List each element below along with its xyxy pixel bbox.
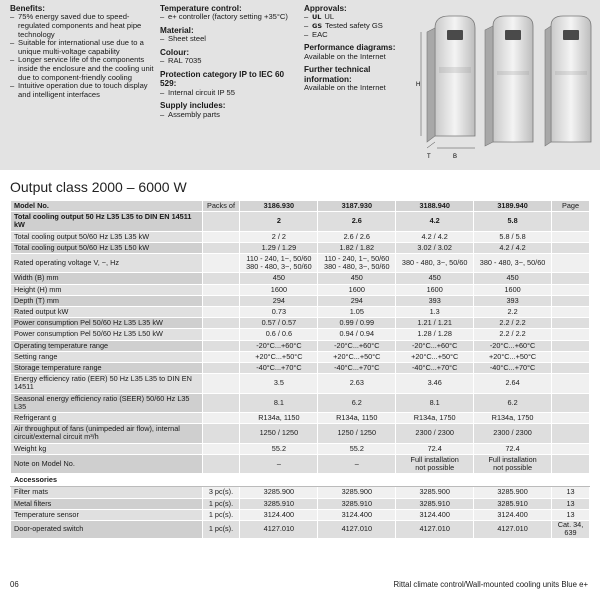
row-value: 110 - 240, 1~, 50/60 380 - 480, 3~, 50/60 bbox=[240, 254, 318, 273]
further-info-heading: Further technical information: bbox=[304, 65, 371, 84]
row-page bbox=[552, 363, 590, 374]
further-info-text: Available on the Internet bbox=[304, 83, 386, 92]
row-value: 2 bbox=[240, 212, 318, 231]
row-value: R134a, 1150 bbox=[318, 413, 396, 424]
row-label: Rated output kW bbox=[11, 307, 203, 318]
row-label: Energy efficiency ratio (EER) 50 Hz L35 L35 to DIN EN 14511 bbox=[11, 374, 203, 393]
row-packs bbox=[202, 340, 240, 351]
row-page bbox=[552, 424, 590, 443]
accessory-page: 13 bbox=[552, 498, 590, 509]
accessory-page: Cat. 34, 639 bbox=[552, 521, 590, 538]
row-value: 1.82 / 1.82 bbox=[318, 242, 396, 253]
row-value: 2300 / 2300 bbox=[474, 424, 552, 443]
row-label: Note on Model No. bbox=[11, 454, 203, 473]
row-value: 1.3 bbox=[396, 307, 474, 318]
product-image bbox=[413, 8, 599, 166]
accessory-packs: 1 pc(s). bbox=[202, 498, 240, 509]
accessories-heading: Accessories bbox=[11, 474, 590, 487]
row-label: Operating temperature range bbox=[11, 340, 203, 351]
row-value: 0.99 / 0.99 bbox=[318, 318, 396, 329]
supply-item: – Assembly parts bbox=[160, 111, 300, 120]
features-panel bbox=[0, 0, 600, 170]
header-model-number: 3188.940 bbox=[396, 201, 474, 212]
row-value: 1600 bbox=[240, 284, 318, 295]
row-label: Air throughput of fans (unimpeded air flow), internal circuit/external circuit m³/h bbox=[11, 424, 203, 443]
specs-table bbox=[10, 200, 590, 539]
approval-eac: – EAC bbox=[304, 31, 414, 40]
row-value: 4.2 bbox=[396, 212, 474, 231]
row-label: Weight kg bbox=[11, 443, 203, 454]
header-model-number: 3187.930 bbox=[318, 201, 396, 212]
table-row bbox=[11, 454, 590, 473]
temperature-control-heading: Temperature control: bbox=[160, 4, 242, 13]
row-value: 1250 / 1250 bbox=[318, 424, 396, 443]
row-value: 450 bbox=[396, 273, 474, 284]
table-row bbox=[11, 307, 590, 318]
row-label: Seasonal energy efficiency ratio (SEER) 50/60 Hz L35 L35 bbox=[11, 393, 203, 412]
row-value: 2.2 / 2.2 bbox=[474, 329, 552, 340]
table-row bbox=[11, 242, 590, 253]
row-label: Refrigerant g bbox=[11, 413, 203, 424]
row-page bbox=[552, 413, 590, 424]
row-label: Power consumption Pel 50/60 Hz L35 L50 kW bbox=[11, 329, 203, 340]
table-row bbox=[11, 413, 590, 424]
row-packs bbox=[202, 318, 240, 329]
row-label: Total cooling output 50/60 Hz L35 L35 kW bbox=[11, 231, 203, 242]
accessory-packs: 3 pc(s). bbox=[202, 487, 240, 498]
header-packs: Packs of bbox=[202, 201, 240, 212]
row-label: Total cooling output 50/60 Hz L35 L50 kW bbox=[11, 242, 203, 253]
row-value: 1.21 / 1.21 bbox=[396, 318, 474, 329]
protection-heading: Protection category IP to IEC 60 529: bbox=[160, 70, 285, 89]
row-value: +20°C...+50°C bbox=[240, 351, 318, 362]
table-row bbox=[11, 443, 590, 454]
svg-text:T: T bbox=[427, 154, 431, 160]
performance-heading: Performance diagrams: bbox=[304, 43, 396, 53]
row-value: +20°C...+50°C bbox=[474, 351, 552, 362]
row-value: 1600 bbox=[396, 284, 474, 295]
gs-logo-icon: GS bbox=[312, 22, 323, 30]
table-row bbox=[11, 273, 590, 284]
row-value: R134a, 1750 bbox=[396, 413, 474, 424]
row-page bbox=[552, 284, 590, 295]
table-row bbox=[11, 284, 590, 295]
row-page bbox=[552, 374, 590, 393]
row-packs bbox=[202, 351, 240, 362]
table-row bbox=[11, 351, 590, 362]
row-packs bbox=[202, 443, 240, 454]
row-value: 294 bbox=[240, 295, 318, 306]
approvals-heading: Approvals: bbox=[304, 4, 347, 13]
accessory-label: Metal filters bbox=[11, 498, 203, 509]
row-packs bbox=[202, 231, 240, 242]
accessory-value: 4127.010 bbox=[240, 521, 318, 538]
material-heading: Material: bbox=[160, 26, 194, 35]
row-packs bbox=[202, 273, 240, 284]
accessory-row bbox=[11, 487, 590, 498]
table-header-row bbox=[11, 201, 590, 212]
accessory-value: 3285.900 bbox=[240, 487, 318, 498]
row-value: 55.2 bbox=[318, 443, 396, 454]
colour-item: – RAL 7035 bbox=[160, 57, 300, 66]
accessory-page: 13 bbox=[552, 509, 590, 520]
accessory-value: 4127.010 bbox=[318, 521, 396, 538]
row-value: 4.2 / 4.2 bbox=[474, 242, 552, 253]
row-value: 0.6 / 0.6 bbox=[240, 329, 318, 340]
specs-column bbox=[160, 4, 300, 119]
row-label: Storage temperature range bbox=[11, 363, 203, 374]
row-page bbox=[552, 318, 590, 329]
row-value: R134a, 1150 bbox=[240, 413, 318, 424]
accessory-label: Temperature sensor bbox=[11, 509, 203, 520]
benefits-heading: Benefits: bbox=[10, 4, 46, 13]
row-label: Width (B) mm bbox=[11, 273, 203, 284]
table-row bbox=[11, 363, 590, 374]
benefit-item: – Longer service life of the components inside the enclosure and the cooling unit due to component-friendly cooling bbox=[10, 56, 160, 82]
accessory-value: 3285.910 bbox=[318, 498, 396, 509]
approval-ul: – UL UL bbox=[304, 13, 414, 22]
row-packs bbox=[202, 374, 240, 393]
accessory-label: Door-operated switch bbox=[11, 521, 203, 538]
row-value: 1600 bbox=[318, 284, 396, 295]
row-value: – bbox=[318, 454, 396, 473]
row-packs bbox=[202, 307, 240, 318]
row-label: Setting range bbox=[11, 351, 203, 362]
row-value: 6.2 bbox=[474, 393, 552, 412]
cooling-unit-angle-icon bbox=[485, 16, 533, 146]
row-page bbox=[552, 295, 590, 306]
row-page bbox=[552, 212, 590, 231]
table-row bbox=[11, 340, 590, 351]
benefits-column bbox=[10, 4, 160, 99]
performance-text: Available on the Internet bbox=[304, 51, 386, 61]
row-value: -20°C...+60°C bbox=[318, 340, 396, 351]
row-value: 0.57 / 0.57 bbox=[240, 318, 318, 329]
row-label: Rated operating voltage V, ~, Hz bbox=[11, 254, 203, 273]
approvals-column bbox=[304, 4, 414, 93]
row-value: 2.2 bbox=[474, 307, 552, 318]
row-page bbox=[552, 351, 590, 362]
table-title: Output class 2000 – 6000 W bbox=[10, 179, 187, 195]
row-value: +20°C...+50°C bbox=[396, 351, 474, 362]
row-value: 450 bbox=[474, 273, 552, 284]
table-row bbox=[11, 231, 590, 242]
row-packs bbox=[202, 284, 240, 295]
accessory-value: 3285.900 bbox=[474, 487, 552, 498]
row-packs bbox=[202, 363, 240, 374]
accessory-value: 3285.900 bbox=[318, 487, 396, 498]
row-page bbox=[552, 307, 590, 318]
row-value: 1.29 / 1.29 bbox=[240, 242, 318, 253]
row-label: Total cooling output 50 Hz L35 L35 to DIN EN 14511 kW bbox=[11, 212, 203, 231]
accessory-packs: 1 pc(s). bbox=[202, 509, 240, 520]
row-value: -20°C...+60°C bbox=[396, 340, 474, 351]
colour-heading: Colour: bbox=[160, 48, 190, 57]
accessory-value: 4127.010 bbox=[396, 521, 474, 538]
svg-text:B: B bbox=[453, 154, 458, 160]
row-page bbox=[552, 273, 590, 284]
row-value: -40°C...+70°C bbox=[474, 363, 552, 374]
row-packs bbox=[202, 424, 240, 443]
row-value: 5.8 bbox=[474, 212, 552, 231]
row-label: Power consumption Pel 50/60 Hz L35 L35 kW bbox=[11, 318, 203, 329]
row-value: 0.73 bbox=[240, 307, 318, 318]
row-value: R134a, 1750 bbox=[474, 413, 552, 424]
table-row bbox=[11, 254, 590, 273]
row-value: 393 bbox=[474, 295, 552, 306]
row-value: 72.4 bbox=[396, 443, 474, 454]
benefit-item: – Suitable for international use due to a unique multi-voltage capability bbox=[10, 39, 160, 56]
footer-text: Rittal climate control/Wall-mounted cooling units Blue e+ bbox=[393, 580, 588, 589]
row-page bbox=[552, 340, 590, 351]
row-value: 110 - 240, 1~, 50/60 380 - 480, 3~, 50/60 bbox=[318, 254, 396, 273]
accessory-value: 3285.910 bbox=[474, 498, 552, 509]
row-value: 2.6 bbox=[318, 212, 396, 231]
row-value: -40°C...+70°C bbox=[240, 363, 318, 374]
accessory-row bbox=[11, 521, 590, 538]
accessory-packs: 1 pc(s). bbox=[202, 521, 240, 538]
page-number: 06 bbox=[10, 580, 19, 589]
row-value: 1600 bbox=[474, 284, 552, 295]
accessory-value: 3124.400 bbox=[474, 509, 552, 520]
row-page bbox=[552, 443, 590, 454]
row-value: 2.2 / 2.2 bbox=[474, 318, 552, 329]
row-packs bbox=[202, 329, 240, 340]
row-value: Full installation not possible bbox=[396, 454, 474, 473]
header-model-number: 3189.940 bbox=[474, 201, 552, 212]
row-page bbox=[552, 254, 590, 273]
row-value: 55.2 bbox=[240, 443, 318, 454]
supply-heading: Supply includes: bbox=[160, 101, 226, 111]
table-row bbox=[11, 393, 590, 412]
row-value: 1250 / 1250 bbox=[240, 424, 318, 443]
row-value: 3.46 bbox=[396, 374, 474, 393]
header-page: Page bbox=[552, 201, 590, 212]
accessory-value: 3124.400 bbox=[396, 509, 474, 520]
cooling-unit-front-icon bbox=[416, 16, 475, 160]
row-value: 3.02 / 3.02 bbox=[396, 242, 474, 253]
accessory-value: 3124.400 bbox=[240, 509, 318, 520]
row-value: 5.8 / 5.8 bbox=[474, 231, 552, 242]
accessory-row bbox=[11, 509, 590, 520]
row-packs bbox=[202, 393, 240, 412]
row-value: -40°C...+70°C bbox=[396, 363, 474, 374]
row-value: – bbox=[240, 454, 318, 473]
row-value: 393 bbox=[396, 295, 474, 306]
row-value: 3.5 bbox=[240, 374, 318, 393]
table-row bbox=[11, 424, 590, 443]
row-value: 8.1 bbox=[396, 393, 474, 412]
approval-gs: – GS Tested safety GS bbox=[304, 22, 414, 31]
row-value: 2300 / 2300 bbox=[396, 424, 474, 443]
row-value: 1.28 / 1.28 bbox=[396, 329, 474, 340]
row-value: 2.6 / 2.6 bbox=[318, 231, 396, 242]
table-row bbox=[11, 295, 590, 306]
row-value: 450 bbox=[318, 273, 396, 284]
accessory-row bbox=[11, 498, 590, 509]
table-row bbox=[11, 212, 590, 231]
row-value: 450 bbox=[240, 273, 318, 284]
accessory-label: Filter mats bbox=[11, 487, 203, 498]
row-value: 1.05 bbox=[318, 307, 396, 318]
accessory-value: 3124.400 bbox=[318, 509, 396, 520]
row-value: 380 - 480, 3~, 50/60 bbox=[474, 254, 552, 273]
row-value: -20°C...+60°C bbox=[474, 340, 552, 351]
accessory-value: 3285.910 bbox=[396, 498, 474, 509]
row-value: -20°C...+60°C bbox=[240, 340, 318, 351]
header-model-number: 3186.930 bbox=[240, 201, 318, 212]
header-model: Model No. bbox=[11, 201, 203, 212]
row-label: Height (H) mm bbox=[11, 284, 203, 295]
svg-text:H: H bbox=[416, 82, 421, 88]
accessories-heading-row bbox=[11, 474, 590, 487]
row-page bbox=[552, 329, 590, 340]
ul-logo-icon: UL bbox=[312, 13, 322, 22]
row-value: 294 bbox=[318, 295, 396, 306]
row-packs bbox=[202, 254, 240, 273]
row-packs bbox=[202, 212, 240, 231]
row-label: Depth (T) mm bbox=[11, 295, 203, 306]
cooling-unit-side-icon bbox=[545, 16, 591, 146]
row-value: -40°C...+70°C bbox=[318, 363, 396, 374]
row-value: 8.1 bbox=[240, 393, 318, 412]
row-page bbox=[552, 393, 590, 412]
row-packs bbox=[202, 295, 240, 306]
protection-item: – Internal circuit IP 55 bbox=[160, 89, 300, 98]
row-packs bbox=[202, 454, 240, 473]
table-row bbox=[11, 318, 590, 329]
row-value: Full installation not possible bbox=[474, 454, 552, 473]
row-value: 2.63 bbox=[318, 374, 396, 393]
benefit-item: – 75% energy saved due to speed-regulated components and heat pipe technology bbox=[10, 13, 160, 39]
row-value: 72.4 bbox=[474, 443, 552, 454]
row-value: +20°C...+50°C bbox=[318, 351, 396, 362]
row-value: 380 - 480, 3~, 50/60 bbox=[396, 254, 474, 273]
row-packs bbox=[202, 413, 240, 424]
row-packs bbox=[202, 242, 240, 253]
accessory-page: 13 bbox=[552, 487, 590, 498]
row-value: 2 / 2 bbox=[240, 231, 318, 242]
temperature-control-item: – e+ controller (factory setting +35°C) bbox=[160, 13, 300, 22]
accessory-value: 3285.910 bbox=[240, 498, 318, 509]
table-row bbox=[11, 374, 590, 393]
row-page bbox=[552, 242, 590, 253]
table-row bbox=[11, 329, 590, 340]
benefit-item: – Intuitive operation due to touch display and intelligent interfaces bbox=[10, 82, 160, 99]
row-value: 6.2 bbox=[318, 393, 396, 412]
accessory-value: 4127.010 bbox=[474, 521, 552, 538]
row-value: 4.2 / 4.2 bbox=[396, 231, 474, 242]
row-value: 2.64 bbox=[474, 374, 552, 393]
row-page bbox=[552, 454, 590, 473]
row-value: 0.94 / 0.94 bbox=[318, 329, 396, 340]
row-page bbox=[552, 231, 590, 242]
material-item: – Sheet steel bbox=[160, 35, 300, 44]
accessory-value: 3285.900 bbox=[396, 487, 474, 498]
